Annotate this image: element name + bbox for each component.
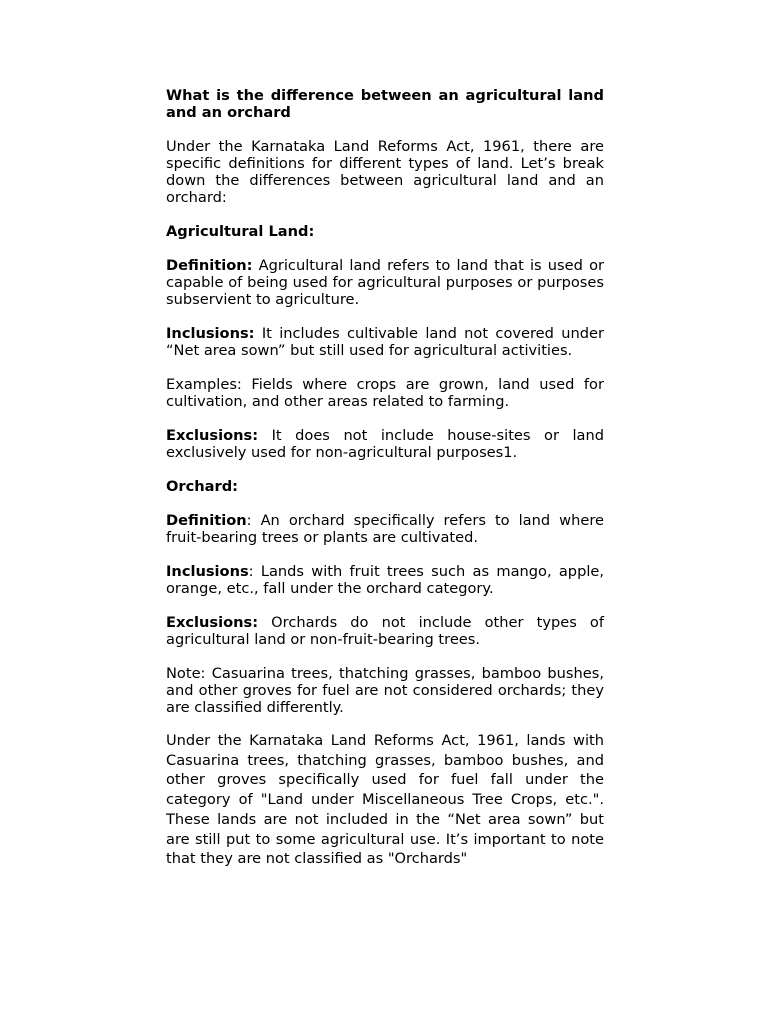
agricultural-exclusions-label: Exclusions: (166, 427, 259, 444)
document-page (166, 87, 604, 886)
orchard-inclusions-text: : Lands with fruit trees such as mango, apple, orange, etc., fall under the orchard category. (166, 563, 604, 597)
orchard-definition-text: : An orchard specifically refers to land where fruit-bearing trees or plants are cultivated. (166, 512, 604, 546)
intro-paragraph: Under the Karnataka Land Reforms Act, 1961, there are specific definitions for different types of land. Let’s break down the differences between agricultural land and an orchard: (166, 138, 604, 206)
orchard-inclusions-paragraph (166, 563, 604, 597)
agricultural-inclusions-text: It includes cultivable land not covered under “Net area sown” but still used for agricultural activities. (166, 325, 604, 359)
orchard-exclusions-label: Exclusions: (166, 614, 259, 631)
agricultural-definition-label: Definition: (166, 257, 253, 274)
orchard-inclusions-label: Inclusions (166, 563, 249, 580)
closing-paragraph: Under the Karnataka Land Reforms Act, 1961, lands with Casuarina trees, thatching grasses, bamboo bushes, and other groves specifically used for fuel fall under the category of "Land under Miscellaneous Tree Crops, etc.". These lands are not included in the “Net area sown” but are still put to some agricultural use. It’s important to note that they are not classified as "Orchards" (166, 732, 604, 868)
agricultural-definition-paragraph (166, 257, 604, 308)
agricultural-definition-text: Agricultural land refers to land that is used or capable of being used for agricultural purposes or purposes subservient to agriculture. (166, 257, 604, 308)
agricultural-land-heading: Agricultural Land: (166, 223, 315, 240)
agricultural-inclusions-label: Inclusions: (166, 325, 255, 342)
orchard-exclusions-text: Orchards do not include other types of agricultural land or non-fruit-bearing trees. (166, 614, 604, 648)
orchard-definition-paragraph (166, 512, 604, 546)
agricultural-examples-paragraph: Examples: Fields where crops are grown, land used for cultivation, and other areas related to farming. (166, 376, 604, 410)
orchard-definition-label: Definition (166, 512, 247, 529)
agricultural-exclusions-paragraph (166, 427, 604, 461)
agricultural-exclusions-text: It does not include house-sites or land exclusively used for non-agricultural purposes1. (166, 427, 604, 461)
agricultural-inclusions-paragraph (166, 325, 604, 359)
orchard-heading: Orchard: (166, 478, 238, 495)
orchard-note-paragraph: Note: Casuarina trees, thatching grasses, bamboo bushes, and other groves for fuel are not considered orchards; they are classified differently. (166, 665, 604, 716)
document-title: What is the difference between an agricultural land and an orchard (166, 87, 604, 121)
orchard-exclusions-paragraph (166, 614, 604, 648)
